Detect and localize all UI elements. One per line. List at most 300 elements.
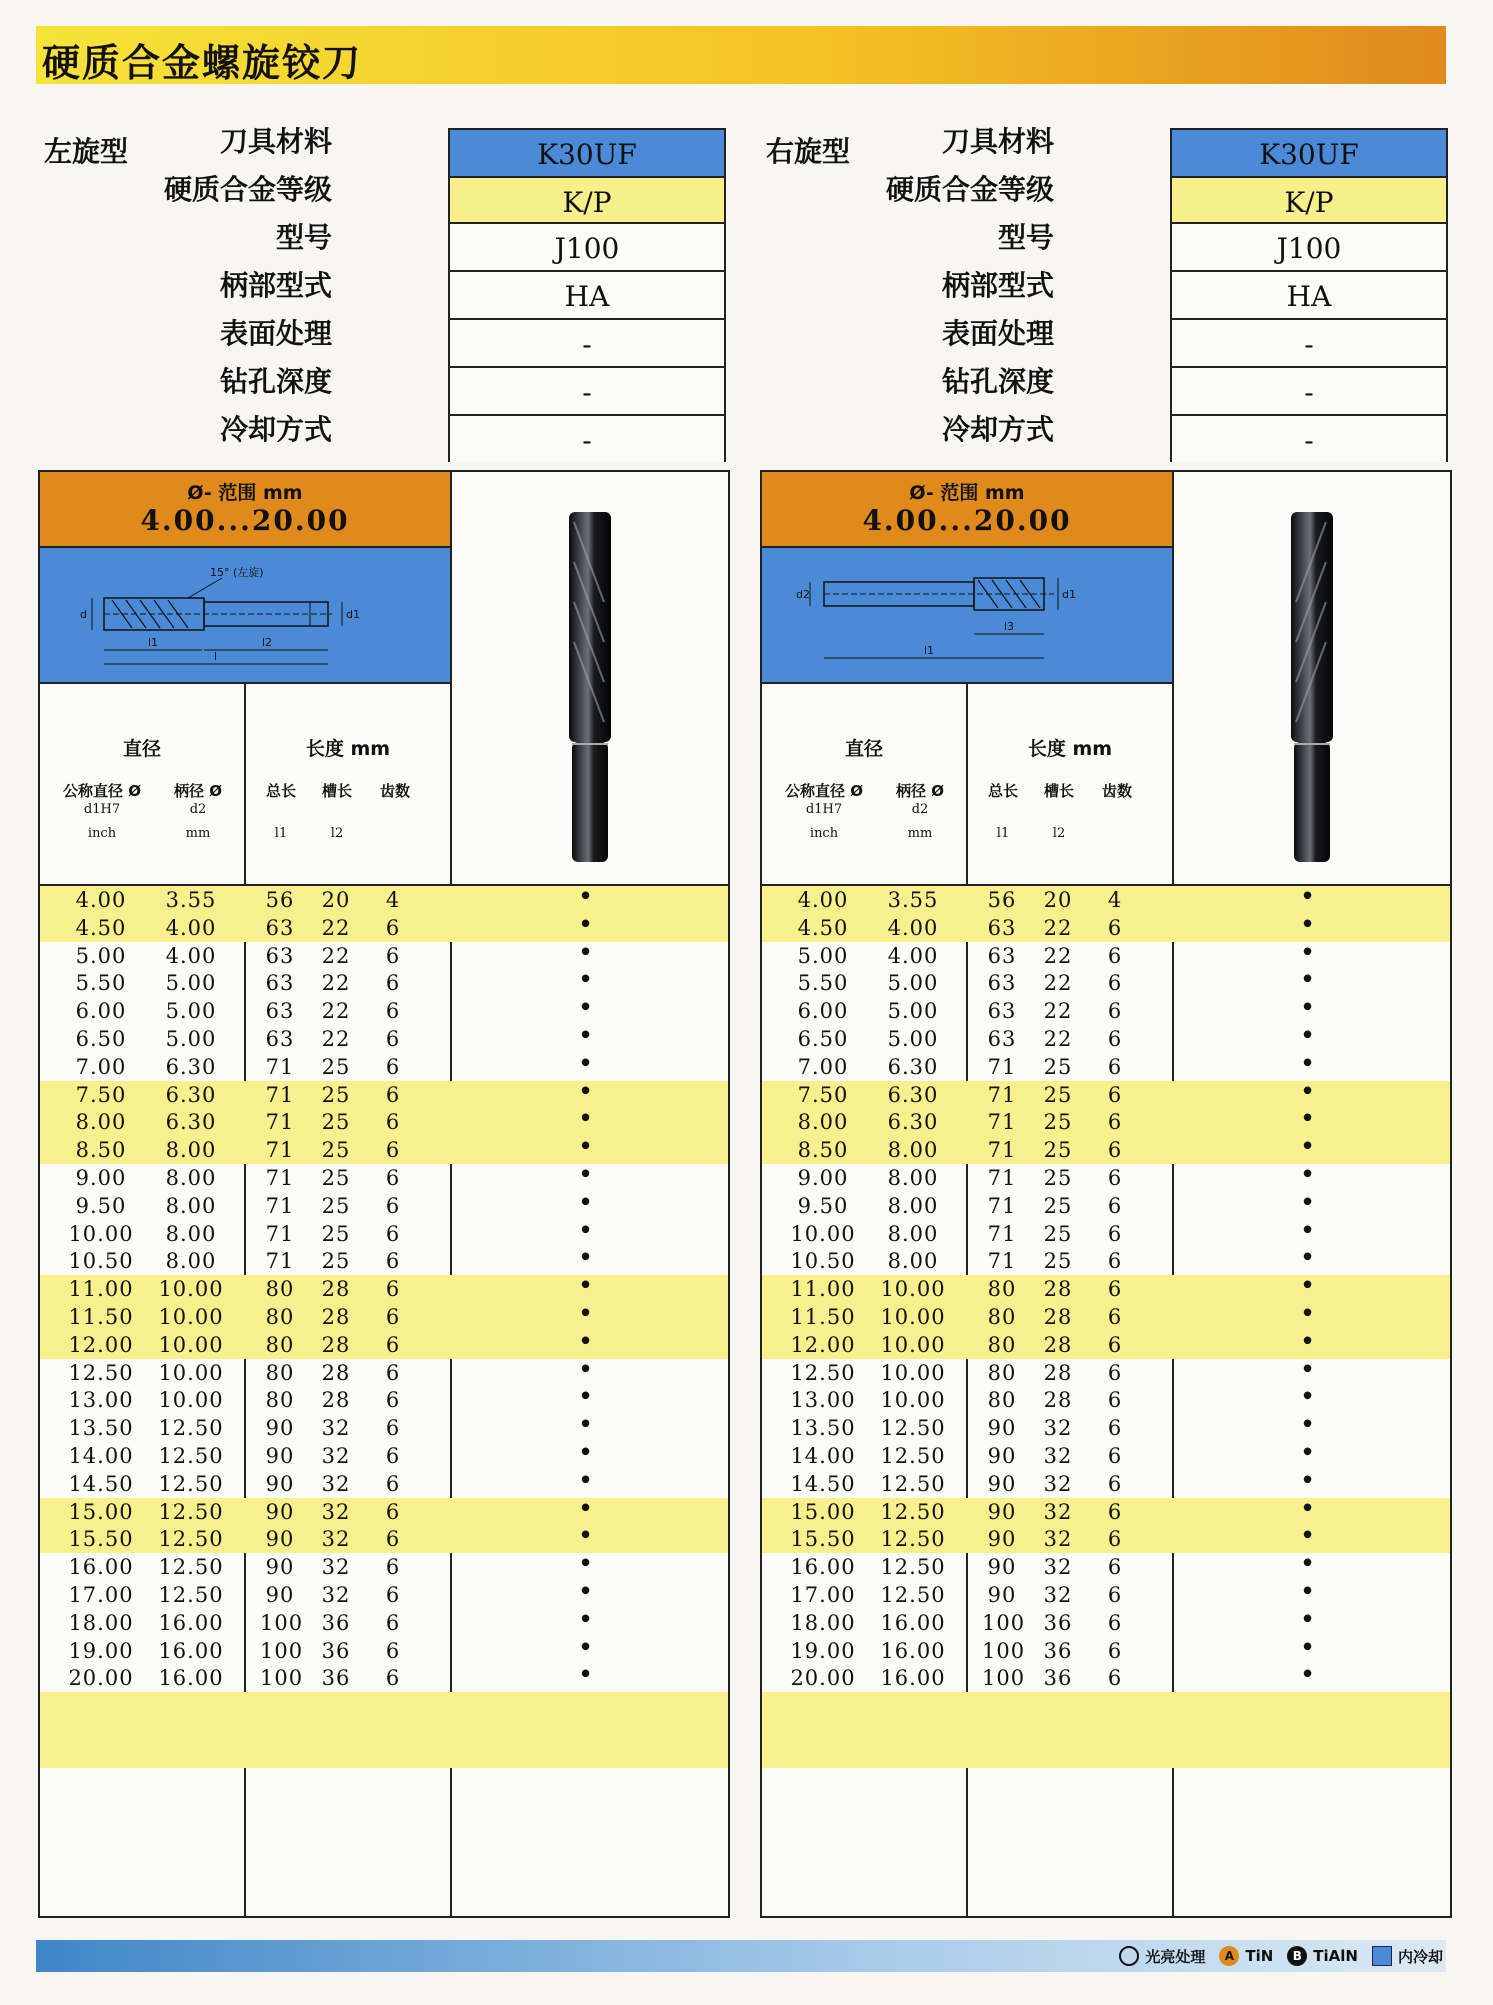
cell-availability-dot: • (1299, 1076, 1317, 1107)
cell-teeth: 6 (1107, 915, 1123, 940)
prop-label-shank: 柄部型式 (219, 269, 332, 302)
cell-teeth: 6 (385, 1416, 401, 1441)
cell-availability-dot: • (1299, 1354, 1317, 1385)
table-row (40, 1660, 728, 1692)
cell-availability-dot: • (1299, 909, 1317, 940)
cell-availability-dot: • (1299, 1132, 1317, 1163)
table-row (762, 1187, 1450, 1220)
dim-l1: l1 (924, 644, 935, 657)
cell-availability-dot: • (577, 1326, 595, 1357)
table-row (762, 1159, 1450, 1192)
type-label: 右旋型 (766, 135, 851, 168)
cell-teeth: 6 (385, 1582, 401, 1607)
cell-total-length: 71 (265, 1249, 295, 1274)
cell-flute-length: 32 (1043, 1527, 1073, 1552)
cell-shank-diameter: 8.00 (165, 1165, 217, 1190)
cell-nominal-diameter: 12.50 (790, 1360, 856, 1385)
reamer-photo (1172, 472, 1452, 886)
cell-nominal-diameter: 15.00 (68, 1499, 134, 1524)
cell-teeth: 6 (1107, 971, 1123, 996)
cell-nominal-diameter: 12.00 (790, 1332, 856, 1357)
page-title: 硬质合金螺旋铰刀 (42, 41, 363, 85)
cell-nominal-diameter: 8.50 (797, 1138, 849, 1163)
cell-flute-length: 32 (1043, 1416, 1073, 1441)
dim-d1: d1 (346, 608, 360, 621)
cell-total-length: 100 (260, 1610, 304, 1635)
empty-highlight-row (762, 1692, 1450, 1768)
cell-availability-dot: • (1299, 1465, 1317, 1496)
table-row (762, 1326, 1450, 1359)
cell-teeth: 4 (1107, 888, 1123, 912)
table-row (40, 1271, 728, 1303)
cell-availability-dot: • (577, 1660, 595, 1691)
cell-shank-diameter: 5.00 (887, 999, 939, 1024)
cell-teeth: 6 (385, 915, 401, 940)
value-material: K30UF (448, 128, 726, 176)
prop-label-material: 刀具材料 (941, 125, 1054, 158)
cell-shank-diameter: 10.00 (880, 1304, 946, 1329)
cell-shank-diameter: 6.30 (165, 1082, 217, 1107)
table-row (40, 882, 728, 914)
cell-flute-length: 28 (321, 1332, 351, 1357)
cell-shank-diameter: 8.00 (165, 1138, 217, 1163)
table-row (40, 1020, 728, 1053)
cell-total-length: 80 (987, 1304, 1017, 1329)
cell-nominal-diameter: 15.50 (790, 1527, 856, 1552)
table-row (762, 1298, 1450, 1331)
cell-shank-diameter: 4.00 (165, 915, 217, 940)
cell-availability-dot: • (577, 1298, 595, 1329)
cell-availability-dot: • (577, 1132, 595, 1163)
header-flute-sym: l2 (1052, 826, 1066, 841)
table-row (762, 909, 1450, 942)
cell-total-length: 71 (987, 1249, 1017, 1274)
cell-teeth: 6 (385, 1443, 401, 1468)
cell-teeth: 6 (1107, 999, 1123, 1024)
cell-flute-length: 32 (1043, 1582, 1073, 1607)
cell-flute-length: 36 (1043, 1610, 1073, 1635)
cell-teeth: 6 (1107, 1026, 1123, 1051)
cell-flute-length: 32 (1043, 1555, 1073, 1580)
cell-shank-diameter: 12.50 (880, 1582, 946, 1607)
cell-total-length: 90 (987, 1555, 1017, 1580)
table-row (40, 1243, 728, 1275)
cell-total-length: 63 (987, 1026, 1017, 1051)
cell-total-length: 80 (987, 1388, 1017, 1413)
cell-flute-length: 32 (1043, 1499, 1073, 1524)
table-row (762, 1604, 1450, 1637)
table-row (762, 1243, 1450, 1275)
cell-flute-length: 32 (321, 1527, 351, 1552)
cell-flute-length: 28 (1043, 1360, 1073, 1385)
cell-shank-diameter: 8.00 (165, 1221, 217, 1246)
header-diameter: 直径 (122, 738, 161, 760)
cell-nominal-diameter: 13.00 (790, 1388, 856, 1413)
legend-item (1119, 1946, 1205, 1967)
cell-total-length: 63 (265, 915, 295, 940)
cell-total-length: 90 (987, 1582, 1017, 1607)
header-nominal-sym: d1H7 (83, 802, 121, 817)
cell-total-length: 63 (265, 971, 295, 996)
cell-flute-length: 28 (321, 1360, 351, 1385)
table-row (762, 1020, 1450, 1053)
cell-total-length: 100 (260, 1638, 304, 1663)
cell-shank-diameter: 16.00 (158, 1638, 224, 1663)
cell-total-length: 90 (265, 1443, 295, 1468)
cell-availability-dot: • (1299, 965, 1317, 996)
dim-d1: d1 (1062, 588, 1076, 601)
cell-availability-dot: • (577, 1354, 595, 1385)
cell-nominal-diameter: 9.50 (75, 1193, 127, 1218)
cell-teeth: 6 (385, 1471, 401, 1496)
table-row (40, 1493, 728, 1526)
cell-availability-dot: • (577, 1465, 595, 1496)
prop-label-model: 型号 (997, 221, 1054, 254)
cell-flute-length: 20 (321, 888, 351, 912)
table-row (762, 1048, 1450, 1081)
header-nominal-unit: inch (87, 826, 117, 841)
table-row (40, 1215, 728, 1248)
table-row (40, 1048, 728, 1081)
cell-availability-dot: • (1299, 1576, 1317, 1607)
cell-teeth: 6 (385, 1249, 401, 1274)
cell-nominal-diameter: 15.50 (68, 1527, 134, 1552)
table-row (40, 1354, 728, 1387)
cell-nominal-diameter: 6.50 (797, 1026, 849, 1051)
cell-availability-dot: • (577, 1493, 595, 1524)
prop-label-cooling: 冷却方式 (219, 413, 332, 446)
table-row (40, 1437, 728, 1470)
cell-nominal-diameter: 7.50 (75, 1082, 127, 1107)
cell-nominal-diameter: 17.00 (68, 1582, 134, 1607)
cell-shank-diameter: 12.50 (158, 1443, 224, 1468)
cell-total-length: 71 (987, 1110, 1017, 1135)
cell-flute-length: 25 (321, 1221, 351, 1246)
header-shank: 柄径 Ø (896, 782, 944, 800)
cell-flute-length: 22 (321, 943, 351, 968)
value-cooling: - (448, 414, 726, 462)
dim-l: l (214, 650, 218, 663)
cell-total-length: 90 (265, 1416, 295, 1441)
table-row (40, 1159, 728, 1192)
table-row (40, 1132, 728, 1164)
cell-availability-dot: • (577, 1215, 595, 1246)
header-nominal-unit: inch (809, 826, 839, 841)
header-nominal-sym: d1H7 (805, 802, 843, 817)
cell-nominal-diameter: 6.50 (75, 1026, 127, 1051)
dim-d2: d2 (796, 588, 810, 601)
cell-availability-dot: • (1299, 1549, 1317, 1580)
range-box (40, 472, 450, 548)
table-row (40, 1187, 728, 1220)
cell-teeth: 6 (1107, 1193, 1123, 1218)
cell-teeth: 6 (385, 1138, 401, 1163)
cell-flute-length: 22 (1043, 999, 1073, 1024)
cell-availability-dot: • (577, 1104, 595, 1135)
table-row (40, 1104, 728, 1136)
cell-teeth: 6 (385, 971, 401, 996)
cell-nominal-diameter: 11.50 (68, 1304, 134, 1329)
cell-total-length: 80 (265, 1277, 295, 1302)
legend-label: 光亮处理 (1145, 1947, 1206, 1966)
cell-nominal-diameter: 18.00 (68, 1610, 134, 1635)
cell-availability-dot: • (577, 937, 595, 968)
cell-flute-length: 25 (321, 1138, 351, 1163)
cell-total-length: 100 (260, 1666, 304, 1691)
table-row (40, 1465, 728, 1498)
cell-nominal-diameter: 8.00 (75, 1110, 127, 1135)
cell-flute-length: 32 (321, 1499, 351, 1524)
header-shank-sym: d2 (189, 802, 207, 817)
cell-teeth: 6 (1107, 1666, 1123, 1691)
cell-availability-dot: • (577, 882, 595, 912)
cell-shank-diameter: 5.00 (165, 971, 217, 996)
cell-availability-dot: • (1299, 1187, 1317, 1218)
cell-nominal-diameter: 12.50 (68, 1360, 134, 1385)
cell-teeth: 6 (385, 1360, 401, 1385)
cell-teeth: 6 (385, 1388, 401, 1413)
dim-d: d (80, 608, 87, 621)
cell-nominal-diameter: 13.00 (68, 1388, 134, 1413)
range-label: Ø- 范围 mm (187, 482, 303, 504)
cell-flute-length: 28 (1043, 1332, 1073, 1357)
cell-total-length: 100 (982, 1610, 1026, 1635)
cell-total-length: 80 (265, 1360, 295, 1385)
cell-flute-length: 22 (321, 971, 351, 996)
table-row (762, 1632, 1450, 1665)
prop-label-grade: 硬质合金等级 (885, 173, 1054, 206)
cell-flute-length: 25 (1043, 1249, 1073, 1274)
cell-total-length: 71 (265, 1110, 295, 1135)
cell-nominal-diameter: 5.50 (75, 971, 127, 996)
cell-shank-diameter: 12.50 (158, 1527, 224, 1552)
type-label: 左旋型 (44, 135, 129, 168)
value-surface: - (448, 318, 726, 366)
cell-teeth: 6 (1107, 1610, 1123, 1635)
header-shank-unit: mm (907, 826, 933, 841)
cell-flute-length: 22 (321, 1026, 351, 1051)
cell-total-length: 90 (265, 1527, 295, 1552)
cell-shank-diameter: 10.00 (880, 1277, 946, 1302)
cell-availability-dot: • (577, 1632, 595, 1663)
table-row (40, 965, 728, 997)
cell-flute-length: 25 (321, 1082, 351, 1107)
cell-flute-length: 36 (321, 1666, 351, 1691)
cell-availability-dot: • (577, 993, 595, 1024)
cell-availability-dot: • (577, 1243, 595, 1274)
cell-nominal-diameter: 6.00 (797, 999, 849, 1024)
cell-total-length: 63 (265, 943, 295, 968)
cell-availability-dot: • (577, 1410, 595, 1441)
cell-nominal-diameter: 5.50 (797, 971, 849, 996)
cell-availability-dot: • (577, 1521, 595, 1552)
table-row (40, 1298, 728, 1331)
cell-total-length: 71 (265, 1054, 295, 1079)
prop-label-surface: 表面处理 (219, 317, 332, 350)
cell-total-length: 80 (265, 1304, 295, 1329)
cell-flute-length: 22 (321, 999, 351, 1024)
header-diameter: 直径 (844, 738, 883, 760)
cell-teeth: 6 (1107, 1638, 1123, 1663)
header-total: 总长 (265, 782, 296, 800)
cell-flute-length: 32 (321, 1582, 351, 1607)
cell-shank-diameter: 12.50 (158, 1499, 224, 1524)
cell-flute-length: 36 (321, 1610, 351, 1635)
cell-teeth: 6 (385, 1221, 401, 1246)
dim-l3: l3 (1004, 620, 1015, 633)
cell-flute-length: 25 (321, 1110, 351, 1135)
cell-total-length: 71 (265, 1138, 295, 1163)
cell-total-length: 71 (987, 1193, 1017, 1218)
header-flute: 槽长 (1043, 782, 1074, 800)
cell-nominal-diameter: 13.50 (790, 1416, 856, 1441)
cell-shank-diameter: 8.00 (887, 1249, 939, 1274)
cell-shank-diameter: 3.55 (165, 888, 217, 912)
cell-availability-dot: • (577, 1604, 595, 1635)
value-model: J100 (1170, 222, 1448, 270)
cell-total-length: 63 (265, 999, 295, 1024)
dimension-diagram (40, 548, 450, 684)
prop-label-model: 型号 (275, 221, 332, 254)
cell-shank-diameter: 5.00 (887, 971, 939, 996)
cell-shank-diameter: 16.00 (880, 1666, 946, 1691)
cell-shank-diameter: 5.00 (165, 999, 217, 1024)
data-rows (40, 882, 728, 1768)
cell-nominal-diameter: 13.50 (68, 1416, 134, 1441)
reamer-image (452, 472, 730, 886)
cell-flute-length: 36 (1043, 1666, 1073, 1691)
header-nominal: 公称直径 Ø (63, 782, 141, 800)
cell-total-length: 90 (987, 1471, 1017, 1496)
cell-availability-dot: • (1299, 1632, 1317, 1663)
cell-total-length: 90 (987, 1416, 1017, 1441)
cell-flute-length: 28 (321, 1388, 351, 1413)
cell-shank-diameter: 8.00 (887, 1221, 939, 1246)
prop-label-cooling: 冷却方式 (941, 413, 1054, 446)
cell-flute-length: 32 (1043, 1471, 1073, 1496)
cell-nominal-diameter: 11.50 (790, 1304, 856, 1329)
tin-badge-icon: A (1219, 1946, 1239, 1966)
cell-total-length: 90 (265, 1555, 295, 1580)
cell-nominal-diameter: 9.00 (797, 1165, 849, 1190)
header-total-sym: l1 (996, 826, 1010, 841)
cell-nominal-diameter: 11.00 (790, 1277, 856, 1302)
cell-total-length: 63 (265, 1026, 295, 1051)
cell-nominal-diameter: 15.00 (790, 1499, 856, 1524)
cell-total-length: 90 (265, 1471, 295, 1496)
cell-teeth: 6 (1107, 1555, 1123, 1580)
cell-flute-length: 36 (321, 1638, 351, 1663)
cell-teeth: 6 (1107, 1471, 1123, 1496)
cell-availability-dot: • (1299, 1382, 1317, 1413)
cell-total-length: 71 (987, 1054, 1017, 1079)
cell-shank-diameter: 6.30 (887, 1082, 939, 1107)
range-value: 4.00...20.00 (862, 504, 1072, 537)
value-material: K30UF (1170, 128, 1448, 176)
range-box (762, 472, 1172, 548)
cell-flute-length: 22 (1043, 943, 1073, 968)
cell-teeth: 4 (385, 888, 401, 912)
cell-teeth: 6 (385, 1193, 401, 1218)
cell-shank-diameter: 10.00 (880, 1360, 946, 1385)
cell-teeth: 6 (1107, 943, 1123, 968)
cell-availability-dot: • (1299, 1215, 1317, 1246)
table-row (762, 1465, 1450, 1498)
cell-teeth: 6 (1107, 1277, 1123, 1302)
cell-total-length: 56 (265, 888, 295, 912)
cell-teeth: 6 (1107, 1416, 1123, 1441)
cell-availability-dot: • (1299, 1493, 1317, 1524)
cell-teeth: 6 (385, 1555, 401, 1580)
cell-nominal-diameter: 10.00 (68, 1221, 134, 1246)
value-depth: - (448, 366, 726, 414)
table-row (40, 1076, 728, 1109)
cell-availability-dot: • (1299, 1410, 1317, 1441)
cell-nominal-diameter: 16.00 (68, 1555, 134, 1580)
cell-teeth: 6 (1107, 1582, 1123, 1607)
table-row (762, 882, 1450, 914)
legend-item (1287, 1946, 1358, 1966)
table-row (762, 1521, 1450, 1553)
cell-flute-length: 28 (1043, 1277, 1073, 1302)
cell-availability-dot: • (1299, 1048, 1317, 1079)
cell-flute-length: 25 (1043, 1054, 1073, 1079)
cell-total-length: 63 (987, 999, 1017, 1024)
left-reamer-drawing (52, 560, 442, 672)
cell-flute-length: 25 (321, 1193, 351, 1218)
value-grade: K/P (1170, 176, 1448, 222)
table-row (762, 1660, 1450, 1692)
header-teeth: 齿数 (1101, 782, 1132, 800)
cell-nominal-diameter: 10.00 (790, 1221, 856, 1246)
cell-flute-length: 25 (1043, 1221, 1073, 1246)
cell-teeth: 6 (1107, 1499, 1123, 1524)
cell-availability-dot: • (1299, 1159, 1317, 1190)
cell-total-length: 71 (987, 1138, 1017, 1163)
cell-nominal-diameter: 9.00 (75, 1165, 127, 1190)
right-hand-section (760, 118, 1450, 1916)
cell-nominal-diameter: 14.00 (790, 1443, 856, 1468)
prop-label-depth: 钻孔深度 (941, 365, 1054, 398)
cell-teeth: 6 (1107, 1332, 1123, 1357)
cell-teeth: 6 (1107, 1221, 1123, 1246)
cell-shank-diameter: 10.00 (158, 1360, 224, 1385)
cell-teeth: 6 (385, 999, 401, 1024)
cell-availability-dot: • (1299, 1020, 1317, 1051)
cell-nominal-diameter: 14.50 (68, 1471, 134, 1496)
range-label: Ø- 范围 mm (909, 482, 1025, 504)
cell-flute-length: 25 (1043, 1138, 1073, 1163)
cell-nominal-diameter: 4.00 (75, 888, 127, 912)
reamer-image (1174, 472, 1452, 886)
cell-availability-dot: • (577, 1076, 595, 1107)
cell-total-length: 90 (987, 1443, 1017, 1468)
cell-flute-length: 36 (1043, 1638, 1073, 1663)
cell-flute-length: 25 (321, 1165, 351, 1190)
cell-nominal-diameter: 20.00 (68, 1666, 134, 1691)
cell-total-length: 71 (265, 1193, 295, 1218)
cell-shank-diameter: 16.00 (880, 1610, 946, 1635)
cell-total-length: 80 (987, 1360, 1017, 1385)
cell-flute-length: 28 (321, 1304, 351, 1329)
prop-label-material: 刀具材料 (219, 125, 332, 158)
cell-shank-diameter: 12.50 (880, 1471, 946, 1496)
cell-nominal-diameter: 18.00 (790, 1610, 856, 1635)
cell-total-length: 90 (265, 1499, 295, 1524)
cell-teeth: 6 (1107, 1054, 1123, 1079)
cell-teeth: 6 (1107, 1082, 1123, 1107)
cell-flute-length: 32 (321, 1555, 351, 1580)
